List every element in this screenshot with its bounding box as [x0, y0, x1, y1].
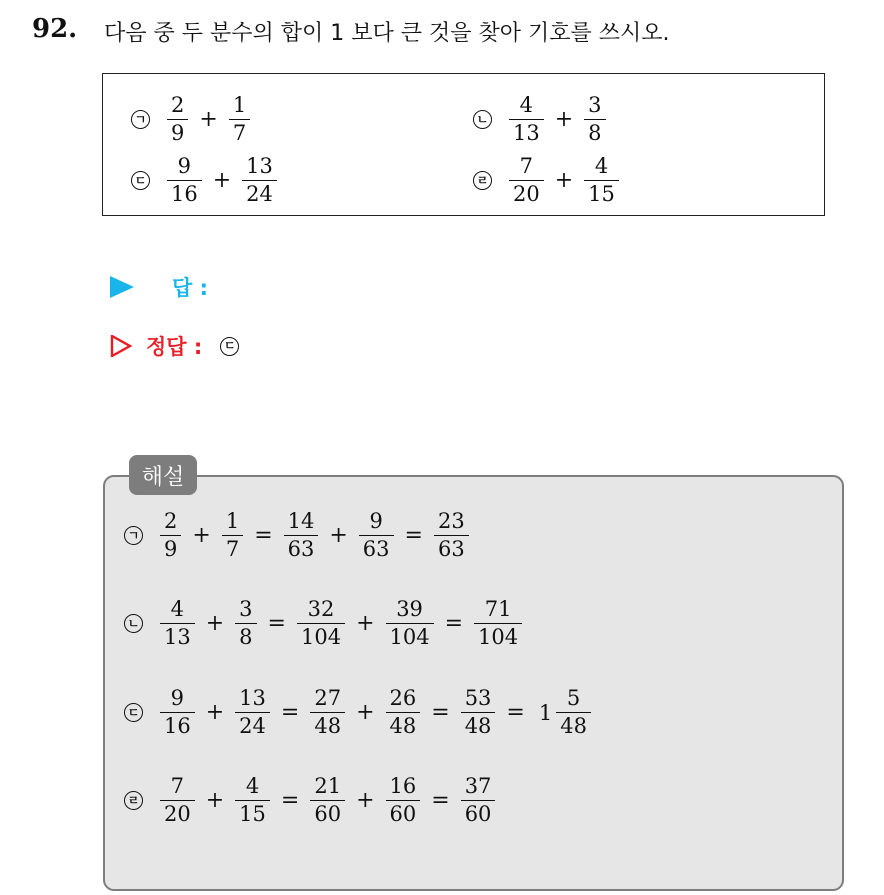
equals-sign: = [506, 700, 525, 725]
fraction: $\frac{5}{48}$ [556, 688, 591, 737]
explanation-line-3 [124, 688, 594, 737]
fraction: $\frac{1}{7}$ [229, 95, 250, 144]
fraction: $\frac{1}{7}$ [222, 511, 243, 560]
choice-symbol: ㄴ [124, 614, 143, 633]
fraction: $\frac{4}{15}$ [584, 156, 619, 205]
fraction: $\frac{4}{15}$ [235, 776, 270, 825]
choice-1 [131, 95, 253, 144]
equals-sign: = [267, 611, 286, 636]
fraction: $\frac{3}{8}$ [235, 599, 256, 648]
plus-sign: + [356, 611, 375, 636]
fraction: $\frac{21}{60}$ [310, 776, 345, 825]
plus-sign: + [205, 788, 225, 813]
fraction: $\frac{7}{20}$ [160, 776, 195, 825]
plus-sign: + [205, 611, 225, 636]
equals-sign: = [280, 700, 300, 725]
play-triangle-icon [110, 276, 134, 298]
plus-sign: + [554, 107, 574, 132]
plus-sign: + [199, 107, 218, 132]
explanation-tag: 해설 [129, 455, 197, 495]
answer-row[interactable] [110, 272, 208, 302]
fraction: $\frac{9}{63}$ [359, 511, 394, 560]
plus-sign: + [356, 700, 375, 725]
fraction: $\frac{16}{60}$ [386, 776, 421, 825]
fraction: $\frac{3}{8}$ [584, 95, 605, 144]
fraction: $\frac{53}{48}$ [461, 688, 496, 737]
correct-answer-symbol: ㄷ [220, 337, 239, 356]
question-text: 다음 중 두 분수의 합이 1 보다 큰 것을 찾아 기호를 쓰시오. [104, 21, 670, 46]
equals-sign: = [444, 611, 464, 636]
equals-sign: = [431, 788, 450, 813]
choice-symbol: ㄴ [473, 110, 492, 129]
choice-symbol: ㄱ [131, 110, 150, 129]
question-number: 92. [32, 14, 78, 44]
choice-symbol: ㄹ [473, 171, 492, 190]
fraction: $\frac{13}{24}$ [242, 156, 277, 205]
plus-sign: + [329, 523, 348, 548]
fraction: $\frac{71}{104}$ [474, 599, 522, 648]
fraction: $\frac{4}{13}$ [509, 95, 544, 144]
fraction: $\frac{26}{48}$ [386, 688, 421, 737]
plus-sign: + [356, 788, 375, 813]
fraction: $\frac{32}{104}$ [297, 599, 345, 648]
choice-3 [131, 156, 280, 205]
equals-sign: = [280, 788, 300, 813]
correct-answer-row [110, 331, 253, 361]
fraction: $\frac{37}{60}$ [461, 776, 496, 825]
plus-sign: + [205, 700, 225, 725]
choice-2 [473, 95, 609, 144]
fraction: $\frac{27}{48}$ [310, 688, 345, 737]
choice-box [102, 73, 825, 216]
plus-sign: + [554, 168, 574, 193]
answer-label: 답 : [172, 276, 208, 300]
fraction: $\frac{9}{16}$ [167, 156, 202, 205]
equals-sign: = [431, 700, 450, 725]
choice-symbol: ㄷ [124, 703, 143, 722]
choice-symbol: ㄱ [124, 526, 143, 545]
equals-sign: = [254, 523, 273, 548]
fraction: $\frac{4}{13}$ [160, 599, 195, 648]
equals-sign: = [404, 523, 423, 548]
fraction: $\frac{9}{16}$ [160, 688, 195, 737]
choice-symbol: ㄷ [131, 171, 150, 190]
choice-symbol: ㄹ [124, 791, 143, 810]
fraction: $\frac{23}{63}$ [434, 511, 469, 560]
plus-sign: + [192, 523, 211, 548]
fraction: $\frac{2}{9}$ [160, 511, 181, 560]
fraction: $\frac{2}{9}$ [167, 95, 188, 144]
fraction: $\frac{7}{20}$ [509, 156, 544, 205]
correct-answer-label: 정답 : [146, 335, 203, 359]
choice-4 [473, 156, 622, 205]
explanation-line-4 [124, 776, 498, 825]
fraction: $\frac{14}{63}$ [284, 511, 319, 560]
fraction: $\frac{13}{24}$ [235, 688, 270, 737]
mixed-number-whole: 1 [538, 700, 553, 725]
explanation-line-2 [124, 599, 525, 648]
plus-sign: + [212, 168, 232, 193]
fraction: $\frac{39}{104}$ [386, 599, 434, 648]
outline-triangle-icon [110, 335, 132, 357]
explanation-line-1 [124, 511, 472, 560]
